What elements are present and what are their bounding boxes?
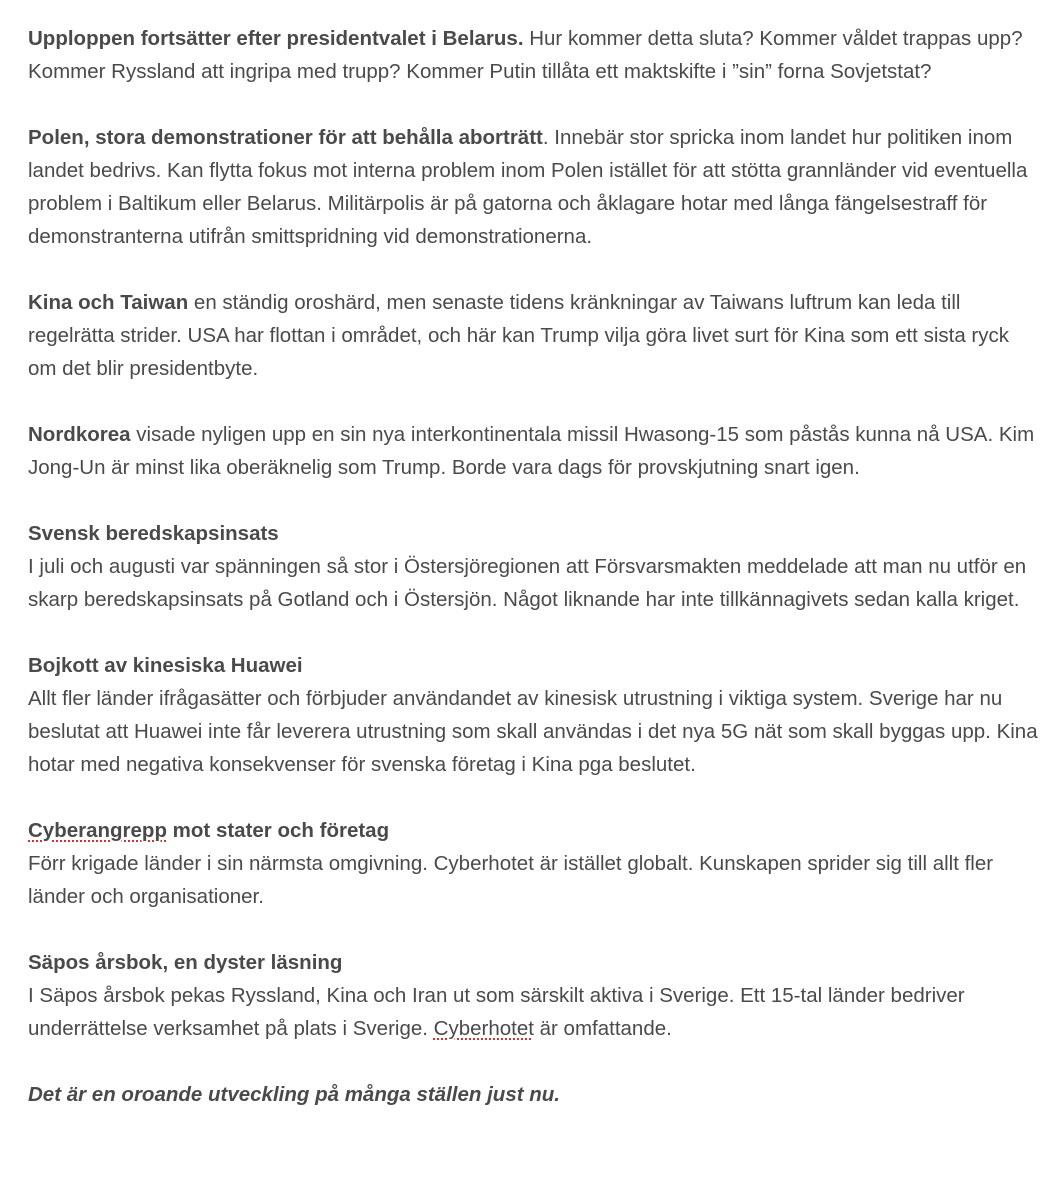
paragraph-kina-taiwan: [28, 286, 1038, 385]
section-heading: Bojkott av kinesiska Huawei: [28, 654, 303, 677]
paragraph-lead: Upploppen fortsätter efter presidentvalet i Belarus.: [28, 27, 524, 50]
paragraph-text: Hur kommer detta sluta? Kommer våldet trappas upp? Kommer Ryssland att ingripa med trupp? Kommer Putin tillåta ett maktskifte i ”sin” forna Sovjetstat?: [28, 27, 1023, 83]
paragraph-beredskap: [28, 517, 1038, 616]
paragraph-cyberangrepp: [28, 814, 1038, 913]
paragraph-text: en ständig oroshärd, men senaste tidens kränkningar av Taiwans luftrum kan leda till regelrätta strider. USA har flottan i området, och här kan Trump vilja göra livet surt för Kina som ett sista ryck om det blir presidentbyte.: [28, 291, 1009, 380]
section-heading: Säpos årsbok, en dyster läsning: [28, 951, 343, 974]
spellcheck-flagged-word[interactable]: Cyberhotet: [433, 1017, 534, 1040]
paragraph-lead: Polen, stora demonstrationer för att behålla aborträtt: [28, 126, 543, 149]
spellcheck-flagged-word[interactable]: Cyberangrepp: [28, 819, 167, 842]
paragraph-polen: [28, 121, 1038, 253]
paragraph-text: Allt fler länder ifrågasätter och förbjuder användandet av kinesisk utrustning i viktiga system. Sverige har nu beslutat att Huawei inte får leverera utrustning som skall användas i det nya 5G nät som skall byggas upp. Kina hotar med negativa konsekvenser för svenska företag i Kina pga beslutet.: [28, 687, 1038, 776]
section-heading: [28, 814, 1038, 847]
paragraph-text: Förr krigade länder i sin närmsta omgivning. Cyberhotet är istället globalt. Kunskapen sprider sig till allt fler länder och organisationer.: [28, 852, 994, 908]
paragraph-sapo: [28, 946, 1038, 1045]
paragraph-text: I Säpos årsbok pekas Ryssland, Kina och Iran ut som särskilt aktiva i Sverige. Ett 15-tal länder bedriver underrättelse verksamhet på plats i Sverige.: [28, 984, 965, 1040]
paragraph-huawei: [28, 649, 1038, 781]
section-heading-rest: mot stater och företag: [166, 819, 390, 842]
paragraph-lead: Kina och Taiwan: [28, 291, 189, 314]
paragraph-text-end: är omfattande.: [533, 1017, 672, 1040]
paragraph-lead: Nordkorea: [28, 423, 131, 446]
closing-statement: Det är en oroande utveckling på många ställen just nu.: [28, 1083, 560, 1106]
paragraph-belarus: [28, 22, 1038, 88]
section-heading: Svensk beredskapsinsats: [28, 522, 279, 545]
document-body: [28, 22, 1038, 1111]
paragraph-text: I juli och augusti var spänningen så stor i Östersjöregionen att Försvarsmakten meddelade att man nu utför en skarp beredskapsinsats på Gotland och i Östersjön. Något liknande har inte tillkännagivets sedan kalla kriget.: [28, 555, 1027, 611]
paragraph-text: . Innebär stor spricka inom landet hur politiken inom landet bedrivs. Kan flytta fokus mot interna problem inom Polen istället för att stötta grannländer vid eventuella problem i Baltikum eller Belarus. Militärpolis är på gatorna och åklagare hotar med långa fängelsestraff för demonstranterna utifrån smittspridning vid demonstrationerna.: [28, 126, 1028, 248]
paragraph-text: visade nyligen upp en sin nya interkontinentala missil Hwasong-15 som påstås kunna nå USA. Kim Jong-Un är minst lika oberäknelig som Trump. Borde vara dags för provskjutning snart igen.: [28, 423, 1035, 479]
paragraph-nordkorea: [28, 418, 1038, 484]
